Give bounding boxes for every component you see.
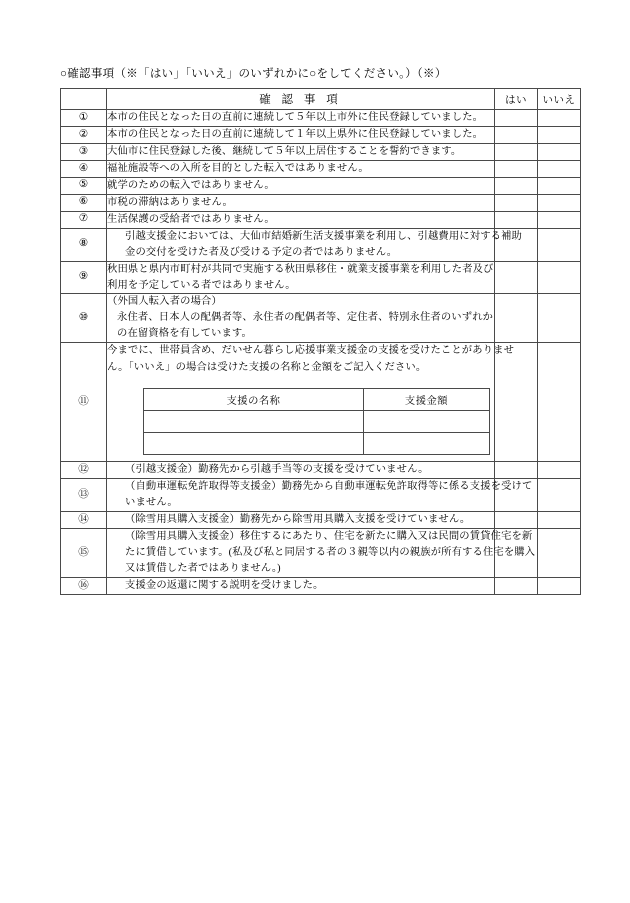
- answer-no-cell[interactable]: [538, 479, 581, 512]
- table-row: [61, 294, 581, 343]
- item-line: の在留資格を有しています。: [117, 328, 252, 340]
- row-item-cell: [107, 529, 536, 578]
- item-line: （外国人転入者の場合）: [107, 296, 222, 308]
- table-row: [61, 110, 581, 127]
- row-number-cell: ⑬: [61, 479, 107, 512]
- subtable-row: [144, 411, 490, 433]
- table-row: [61, 462, 581, 479]
- support-name-input[interactable]: [144, 411, 364, 433]
- item-line: （除雪用具購入支援金）移住するにあたり、住宅を新たに購入又は民間の賃貸住宅を新: [125, 531, 533, 543]
- note-line: ん。「いいえ」の場合は受けた支援の名称と金額をご記入ください。: [107, 361, 427, 373]
- table-row: [61, 529, 581, 578]
- row-number-cell: ①: [61, 110, 107, 127]
- row-number-cell: ⑦: [61, 211, 107, 228]
- row-item-cell: [107, 211, 495, 228]
- row-item-cell: [107, 261, 495, 294]
- item-line: 永住者、日本人の配偶者等、永住者の配偶者等、定住者、特別永住者のいずれか: [117, 312, 494, 324]
- row-item-cell: [107, 512, 495, 529]
- answer-yes-cell[interactable]: [495, 110, 538, 127]
- answer-no-cell[interactable]: [538, 529, 581, 578]
- row-item-cell: [107, 294, 495, 343]
- answer-yes-cell[interactable]: [495, 462, 538, 479]
- item-line: 本市の住民となった日の直前に連続して５年以上市外に住民登録していました。: [107, 112, 484, 123]
- answer-yes-cell[interactable]: [495, 143, 538, 160]
- support-name-input[interactable]: [144, 433, 364, 455]
- table-row: [61, 577, 581, 594]
- support-amount-input[interactable]: [364, 411, 490, 433]
- row-number-cell: ⑭: [61, 512, 107, 529]
- answer-no-cell[interactable]: [538, 512, 581, 529]
- table-row: [61, 261, 581, 294]
- row-item-cell: [107, 228, 522, 261]
- item-line: 又は賃借した者ではありません。): [125, 563, 281, 574]
- answer-no-cell[interactable]: [538, 462, 581, 479]
- support-detail-subtable: [143, 388, 490, 455]
- answer-yes-cell[interactable]: [495, 577, 538, 594]
- answer-no-cell[interactable]: [538, 110, 581, 127]
- row-number-cell: ⑮: [61, 529, 107, 578]
- subtable-header-row: [144, 389, 490, 411]
- table-header-row: [61, 89, 581, 110]
- item-line: 市税の滞納はありません。: [107, 196, 233, 208]
- page-title: ○確認事項（※「はい」「いいえ」のいずれかに○をしてください。）（※）: [60, 68, 447, 80]
- note-line: 今までに、世帯員含め、だいせん暮らし応援事業支援金の支援を受けたことがありませ: [107, 345, 515, 357]
- table-row: [61, 512, 581, 529]
- answer-yes-cell[interactable]: [495, 261, 538, 294]
- table-row: [61, 143, 581, 160]
- table-row: [61, 228, 581, 261]
- row-number-cell: ③: [61, 143, 107, 160]
- confirmation-items-table: [60, 88, 581, 595]
- header-number-cell: [61, 89, 107, 110]
- row-item-cell: [107, 126, 495, 143]
- item-line: 就学のための転入ではありません。: [107, 179, 275, 191]
- row-item-cell: [107, 143, 495, 160]
- answer-yes-cell[interactable]: [495, 160, 538, 177]
- row-number-cell: ②: [61, 126, 107, 143]
- answer-yes-cell[interactable]: [495, 512, 538, 529]
- item-line: 福祉施設等への入所を目的とした転入ではありません。: [107, 162, 369, 174]
- answer-no-cell[interactable]: [538, 343, 581, 462]
- answer-no-cell[interactable]: [538, 211, 581, 228]
- row-number-cell: ④: [61, 160, 107, 177]
- row-note-text: [107, 343, 515, 376]
- header-no-cell: いいえ: [538, 89, 581, 110]
- item-line: 大仙市に住民登録した後、継続して５年以上居住することを誓約できます。: [107, 145, 462, 157]
- answer-yes-cell[interactable]: [495, 294, 538, 343]
- answer-no-cell[interactable]: [538, 261, 581, 294]
- item-line: （引越支援金）勤務先から引越手当等の支援を受けていません。: [125, 464, 429, 476]
- item-line: 支援金の返還に関する説明を受けました。: [125, 579, 324, 591]
- subtable-row: [144, 433, 490, 455]
- row-number-cell: ⑧: [61, 228, 107, 261]
- item-line: 利用を予定している者ではありません。: [107, 279, 296, 291]
- answer-no-cell[interactable]: [538, 194, 581, 211]
- row-number-cell: ⑥: [61, 194, 107, 211]
- answer-no-cell[interactable]: [538, 177, 581, 194]
- row-number-cell: ⑤: [61, 177, 107, 194]
- item-line: いません。: [125, 497, 178, 509]
- answer-yes-cell[interactable]: [495, 126, 538, 143]
- item-line: （自動車運転免許取得等支援金）勤務先から自動車運転免許取得等に係る支援を受けて: [125, 481, 533, 493]
- item-line: 秋田県と県内市町村が共同で実施する秋田県移住・就業支援事業を利用した者及び: [107, 263, 494, 275]
- table-row: [61, 194, 581, 211]
- answer-no-cell[interactable]: [538, 160, 581, 177]
- answer-no-cell[interactable]: [538, 577, 581, 594]
- table-row: [61, 479, 581, 512]
- row-number-cell: ⑨: [61, 261, 107, 294]
- support-amount-input[interactable]: [364, 433, 490, 455]
- answer-no-cell[interactable]: [538, 126, 581, 143]
- table-row: [61, 126, 581, 143]
- row-item-cell: [107, 343, 515, 462]
- row-number-cell: ⑪: [61, 343, 107, 462]
- header-item-cell: 確 認 事 項: [107, 89, 495, 110]
- row-number-cell: ⑩: [61, 294, 107, 343]
- answer-no-cell[interactable]: [538, 228, 581, 261]
- item-line: 生活保護の受給者ではありません。: [107, 213, 275, 225]
- table-row: [61, 177, 581, 194]
- row-item-cell: [107, 577, 495, 594]
- item-line: 金の交付を受けた者及び受ける予定の者ではありません。: [125, 246, 398, 258]
- table-row: [61, 343, 581, 462]
- item-line: たに賃借しています。(私及び私と同居する者の３親等以内の親族が所有する住宅を購入: [125, 547, 536, 559]
- table-body: [61, 89, 581, 595]
- item-line: 本市の住民となった日の直前に連続して１年以上県外に住民登録していました。: [107, 128, 484, 140]
- answer-yes-cell[interactable]: [495, 211, 538, 228]
- answer-no-cell[interactable]: [538, 294, 581, 343]
- table-row: [61, 211, 581, 228]
- row-item-cell: [107, 110, 495, 127]
- row-item-cell: [107, 160, 495, 177]
- answer-yes-cell[interactable]: [495, 343, 538, 462]
- answer-no-cell[interactable]: [538, 143, 581, 160]
- item-line: 引越支援金においては、大仙市結婚新生活支援事業を利用し、引越費用に対する補助: [125, 230, 522, 242]
- item-line: （除雪用具購入支援金）勤務先から除雪用具購入支援を受けていません。: [125, 514, 471, 526]
- row-item-cell: [107, 194, 495, 211]
- subtable-header-amount: 支援金額: [364, 389, 490, 411]
- table-row: [61, 160, 581, 177]
- answer-yes-cell[interactable]: [495, 177, 538, 194]
- answer-yes-cell[interactable]: [495, 194, 538, 211]
- row-item-cell: [107, 462, 495, 479]
- row-number-cell: ⑫: [61, 462, 107, 479]
- row-item-cell: [107, 479, 533, 512]
- row-number-cell: ⑯: [61, 577, 107, 594]
- subtable-header-name: 支援の名称: [144, 389, 364, 411]
- row-item-cell: [107, 177, 495, 194]
- header-yes-cell: はい: [495, 89, 538, 110]
